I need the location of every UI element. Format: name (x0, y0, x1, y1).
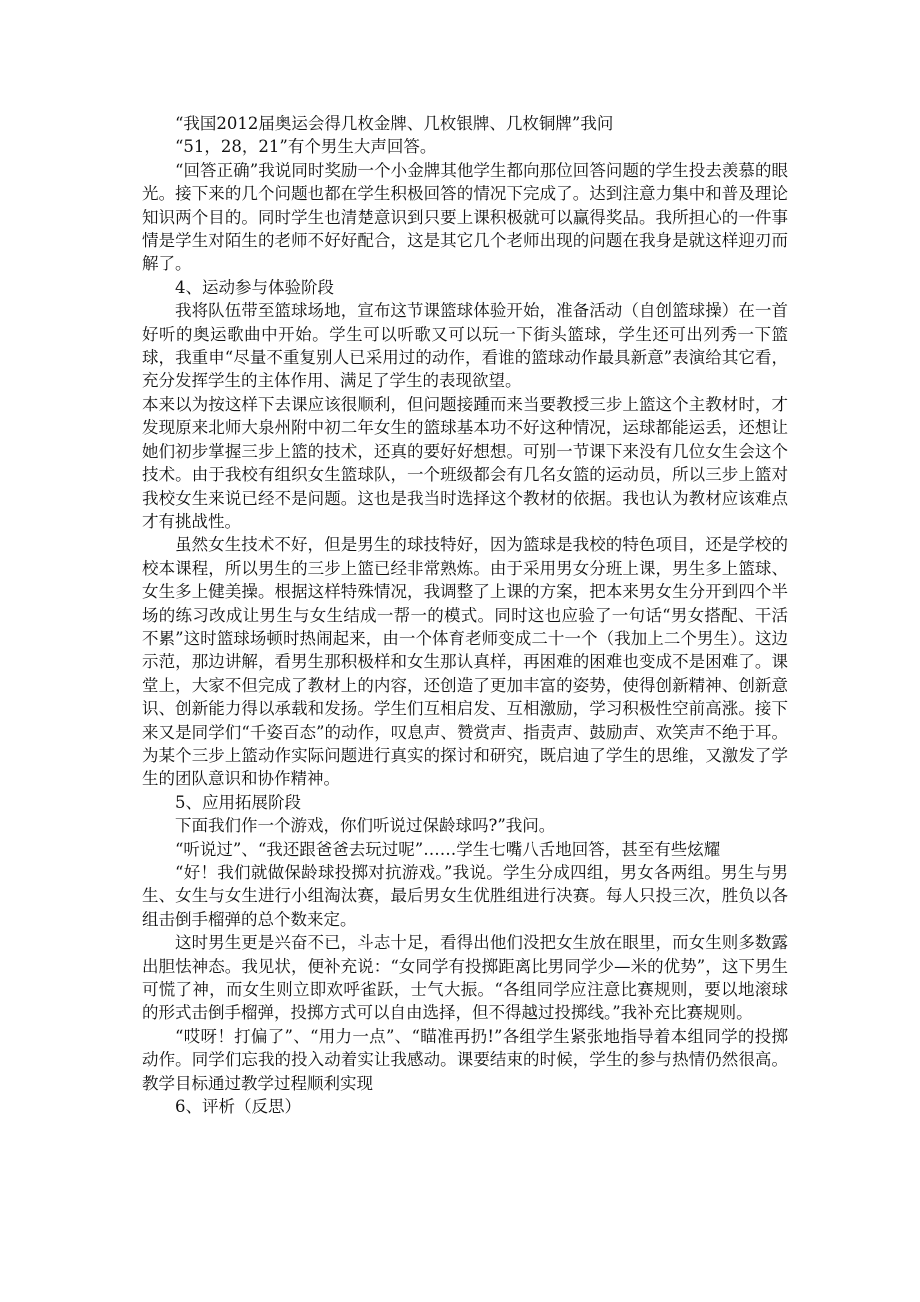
section-heading: 4、运动参与体验阶段 (175, 277, 334, 297)
section-heading: 6、评析（反思） (175, 1097, 301, 1117)
paragraph: “哎呀！打偏了”、“用力一点”、“瞄准再扔!”各组学生紧张地指导着本组同学的投掷动作。同学们忘我的投入动着实让我感动。课要结束的时候，学生的参与热情仍然很高。教学目标通过教学过程顺利实现 (142, 1026, 788, 1093)
paragraph: “好！我们就做保龄球投掷对抗游戏。”我说。学生分成四组，男女各两组。男生与男生、女生与女生进行小组淘汰赛，最后男女生优胜组进行决赛。每人只投三次，胜负以各组击倒手榴弹的总个数来定。 (142, 863, 788, 929)
document-body (142, 112, 788, 1118)
paragraph: 本来以为按这样下去课应该很顺利，但问题接踵而来当要教授三步上篮这个主教材时，才发现原来北师大泉州附中初二年女生的篮球基本功不好这种情况，运球都能运丢，还想让她们初步掌握三步上篮的技术，还真的要好好想想。可别一节课下来没有几位女生会这个技术。由于我校有组织女生篮球队，一个班级都会有几名女篮的运动员，所以三步上篮对我校女生来说已经不是问题。这也是我当时选择这个教材的依据。我也认为教材应该难点才有挑战性。 (142, 394, 788, 531)
paragraph: 虽然女生技术不好，但是男生的球技特好，因为篮球是我校的特色项目，还是学校的校本课程，所以男生的三步上篮已经非常熟炼。由于采用男女分班上课，男生多上篮球、女生多上健美操。根据这样特殊情况，我调整了上课的方案，把本来男女生分开到四个半场的练习改成让男生与女生结成一帮一的模式。同时这也应验了一句话“男女搭配、干活不累”这时篮球场顿时热闹起来，由一个体育老师变成二十一个（我加上二个男生）。这边示范，那边讲解，看男生那积极样和女生那认真样，再困难的困难也变成不是困难了。课堂上，大家不但完成了教材上的内容，还创造了更加丰富的姿势，使得创新精神、创新意识、创新能力得以承载和发扬。学生们互相启发、互相激励，学习积极性空前高涨。接下来又是同学们“千姿百态”的动作，叹息声、赞赏声、指责声、鼓励声、欢笑声不绝于耳。为某个三步上篮动作实际问题进行真实的探讨和研究，既启迪了学生的思维，又激发了学生的团队意识和协作精神。 (142, 535, 788, 789)
paragraph: “51，28，21”有个男生大声回答。 (175, 137, 437, 157)
paragraph: “我国2012届奥运会得几枚金牌、几枚银牌、几枚铜牌”我问 (175, 114, 614, 133)
paragraph: “回答正确”我说同时奖励一个小金牌其他学生都向那位回答问题的学生投去羡慕的眼光。接下来的几个问题也都在学生积极回答的情况下完成了。达到注意力集中和普及理论知识两个目的。同时学生也清楚意识到只要上课积极就可以赢得奖品。我所担心的一件事情是学生对陌生的老师不好好配合，这是其它几个老师出现的问题在我身是就这样迎刃而解了。 (142, 160, 788, 274)
paragraph: “听说过”、“我还跟爸爸去玩过呢”……学生七嘴八舌地回答，甚至有些炫耀 (175, 839, 721, 859)
paragraph: 我将队伍带至篮球场地，宣布这节课篮球体验开始，准备活动（自创篮球操）在一首好听的奥运歌曲中开始。学生可以听歌又可以玩一下街头篮球，学生还可出列秀一下篮球，我重申“尽量不重复别人已采用过的动作，看谁的篮球动作最具新意”表演给其它看，充分发挥学生的主体作用、满足了学生的表现欲望。 (142, 301, 788, 391)
paragraph: 下面我们作一个游戏，你们听说过保龄球吗?”我问。 (175, 816, 556, 836)
section-heading: 5、应用拓展阶段 (175, 792, 301, 812)
paragraph: 这时男生更是兴奋不已，斗志十足，看得出他们没把女生放在眼里，而女生则多数露出胆怯神态。我见状，便补充说：“女同学有投掷距离比男同学少—米的优势”，这下男生可慌了神，而女生则立即欢呼雀跃，士气大振。“各组同学应注意比赛规则，要以地滚球的形式击倒手榴弹，投掷方式可以自由选择，但不得越过投掷线。”我补充比赛规则。 (142, 933, 788, 1023)
